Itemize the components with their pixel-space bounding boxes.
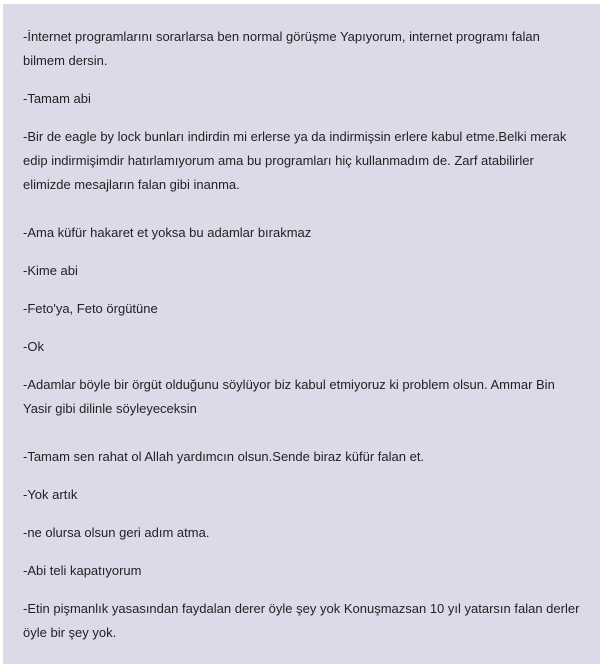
transcript-line: -Adamlar böyle bir örgüt olduğunu söylüyor biz kabul etmiyoruz ki problem olsun. Ammar Bin Yasir gibi dilinle söyleyeceksin [23, 377, 555, 416]
spacer [23, 111, 580, 125]
transcript-line: -Ama küfür hakaret et yoksa bu adamlar bırakmaz [23, 225, 312, 240]
transcript-line: -Etin pişmanlık yasasından faydalan derer öyle şey yok Konuşmazsan 10 yıl yatarsın falan derler öyle bir şey yok. [23, 601, 580, 640]
spacer [23, 507, 580, 521]
spacer [23, 359, 580, 373]
transcript-line: -Bir de eagle by lock bunları indirdin mi erlerse ya da indirmişsin erlere kabul etme.Belki merak edip indirmişimdir hatırlamıyorum ama bu programları hiç kullanmadım de. Zarf atabilirler elimizde mesajların falan gibi inanma. [23, 129, 567, 192]
spacer [23, 283, 580, 297]
spacer [23, 469, 580, 483]
transcript-line: -ne olursa olsun geri adım atma. [23, 525, 210, 540]
spacer [23, 545, 580, 559]
transcript-line: -Kime abi [23, 263, 78, 278]
transcript-line: -Ok [23, 339, 44, 354]
spacer [23, 421, 580, 445]
spacer [23, 583, 580, 597]
spacer [23, 73, 580, 87]
spacer [23, 321, 580, 335]
transcript-line: -Abi teli kapatıyorum [23, 563, 142, 578]
spacer [23, 245, 580, 259]
transcript-line: -Tamam abi [23, 91, 91, 106]
transcript-line: -Feto'ya, Feto örgütüne [23, 301, 158, 316]
spacer [23, 197, 580, 221]
transcript-line: -Tamam sen rahat ol Allah yardımcın olsun.Sende biraz küfür falan et. [23, 449, 425, 464]
transcript-line: -Yok artık [23, 487, 78, 502]
transcript-box [3, 4, 600, 664]
transcript-line: -İnternet programlarını sorarlarsa ben normal görüşme Yapıyorum, internet programı falan bilmem dersin. [23, 29, 540, 68]
